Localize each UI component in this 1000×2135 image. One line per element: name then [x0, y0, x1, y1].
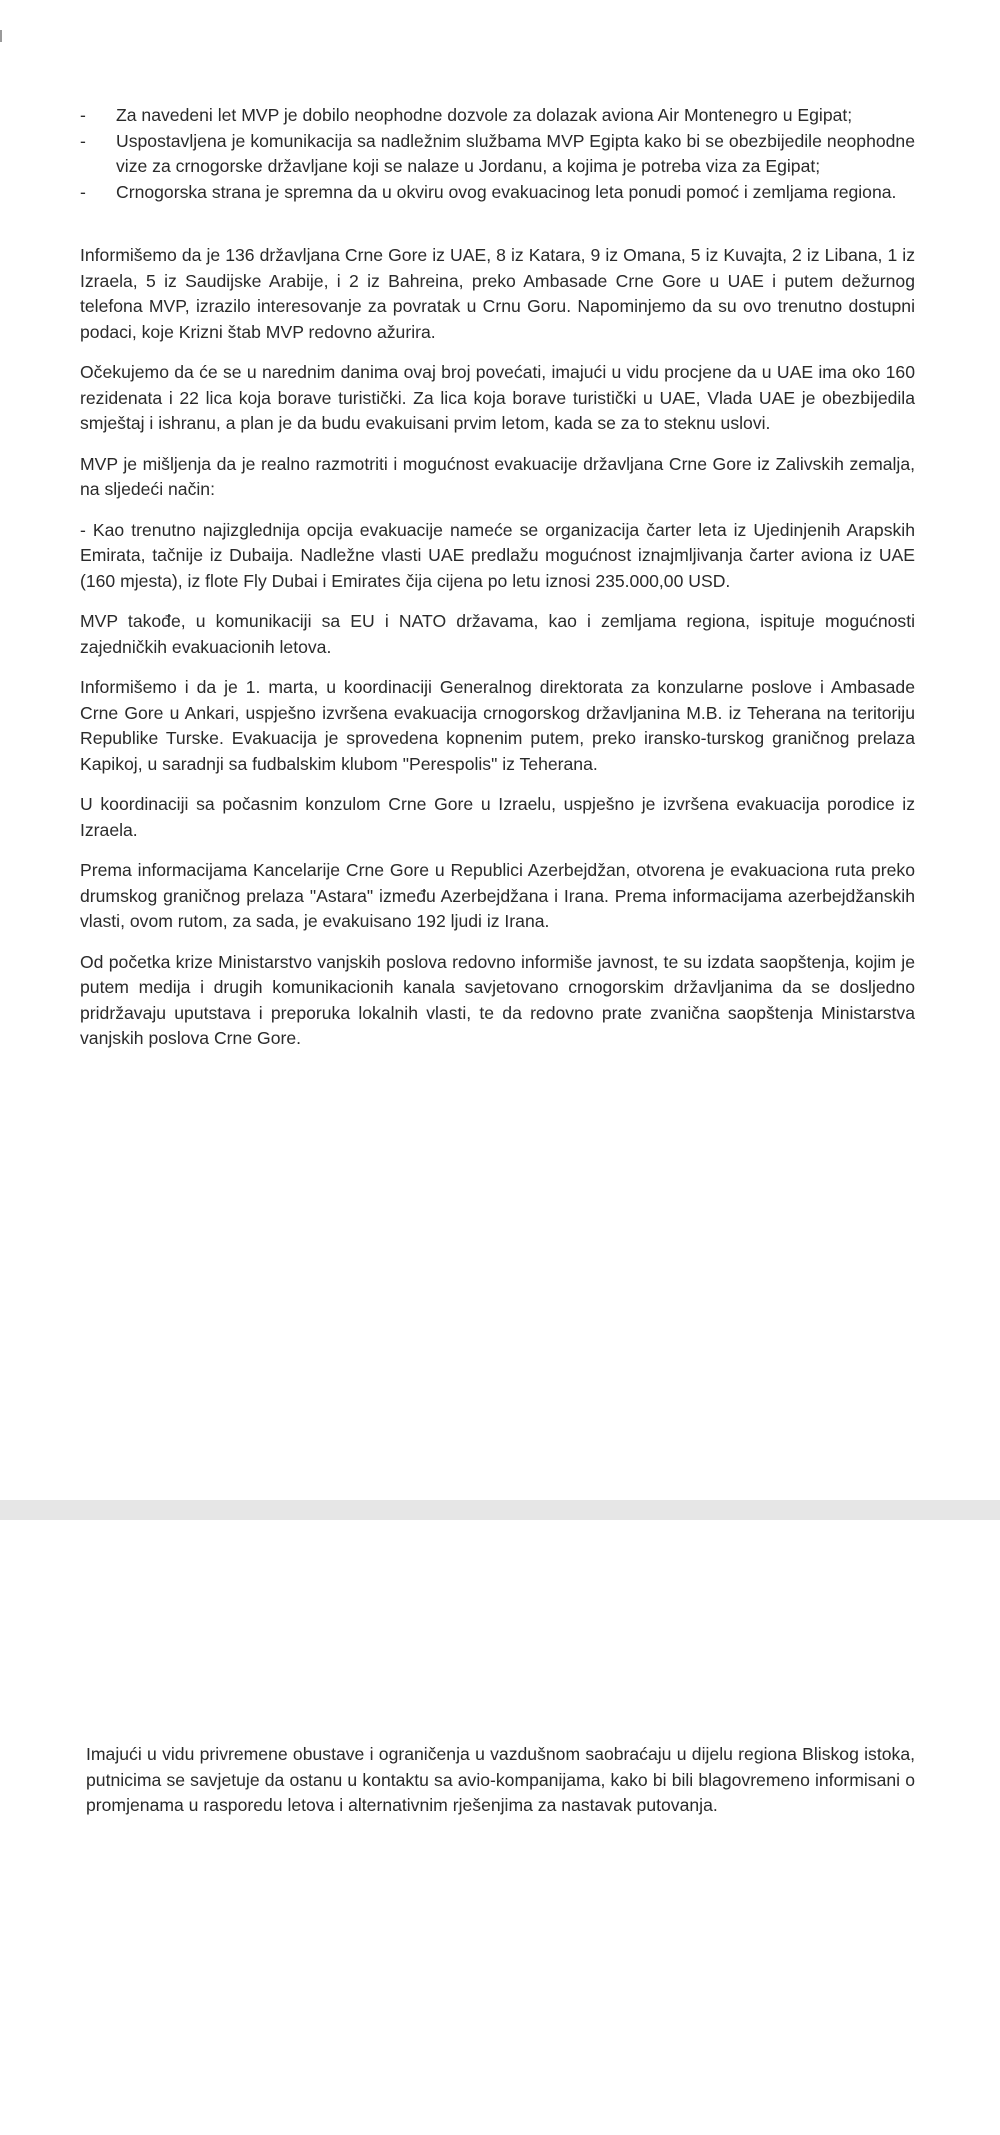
paragraph-charter-option: - Kao trenutno najizglednija opcija evakuacije nameće se organizacija čarter leta iz Ujedinjenih Arapskih Emirata, tačnije iz Dubaija. Nadležne vlasti UAE predlažu mogućnost iznajmljivanja čarter aviona iz UAE (160 mjesta), iz flote Fly Dubai i Emirates čija cijena po letu iznosi 235.000,00 USD. [80, 519, 915, 591]
paragraph-interest-count: Informišemo da je 136 državljana Crne Gore iz UAE, 8 iz Katara, 9 iz Omana, 5 iz Kuvajta, 2 iz Libana, 1 iz Izraela, 5 iz Saudijske Arabije, i 2 iz Bahreina, preko Ambasade Crne Gore u UAE i putem dežurnog telefona MVP, izrazilo interesovanje za povratak u Crnu Goru. Napominjemo da su ovo trenutno dostupni podaci, koje Krizni štab MVP redovno ažurira. [80, 245, 915, 342]
page-corner-mark [0, 30, 6, 42]
bullet-item [80, 180, 915, 206]
bullet-text: Crnogorska strana je spremna da u okviru ovog evakuacinog leta ponudi pomoć i zemljama regiona. [116, 181, 897, 202]
paragraph-expected-increase: Očekujemo da će se u narednim danima ovaj broj povećati, imajući u vidu procjene da u UAE ima oko 160 rezidenata i 22 lica koja borave turistički. Za lica koja borave turistički u UAE, Vlada UAE je obezbijedila smještaj i ishranu, a plan je da budu evakuisani prvim letom, kada se za to steknu uslovi. [80, 362, 915, 433]
page-1-text-body [80, 103, 915, 1052]
bullet-dash: - [80, 105, 86, 125]
bullet-text: Uspostavljena je komunikacija sa nadležnim službama MVP Egipta kako bi se obezbijedile neophodne vize za crnogorske državljane koji se nalaze u Jordanu, a kojima je potreba viza za Egipat; [116, 130, 915, 176]
bullet-dash: - [80, 130, 86, 151]
bullet-dash: - [80, 181, 86, 202]
bullet-item [80, 129, 915, 180]
paragraph-azerbaijan-route: Prema informacijama Kancelarije Crne Gore u Republici Azerbejdžan, otvorena je evakuaciona ruta preko drumskog graničnog prelaza "Astara" između Azerbejdžana i Irana. Prema informacijama azerbejdžanskih vlasti, ovom rutom, za sada, je evakuisano 192 ljudi iz Irana. [80, 860, 915, 931]
bullet-text: Za navedeni let MVP je dobilo neophodne dozvole za dolazak aviona Air Montenegro u Egipat; [116, 105, 853, 125]
paragraph-gulf-evacuation: MVP je mišljenja da je realno razmotriti i mogućnost evakuacije državljana Crne Gore iz Zalivskih zemalja, na sljedeći način: [80, 453, 915, 499]
paragraph-public-information: Od početka krize Ministarstvo vanjskih poslova redovno informiše javnost, te su izdata saopštenja, kojim je putem medija i drugih komunikacionih kanala savjetovano crnogorskim državljanima da se dosljedno pridržavaju uputstava i preporuka lokalnih vlasti, te da redovno prate zvanična saopštenja Ministarstva vanjskih poslova Crne Gore. [80, 951, 915, 1048]
page-separator [0, 1500, 1000, 1520]
paragraph-joint-flights: MVP takođe, u komunikaciji sa EU i NATO državama, kao i zemljama regiona, ispituje mogućnosti zajedničkih evakuacionih letova. [80, 611, 915, 657]
document-page-2 [0, 1520, 1000, 2135]
paragraph-tehran-evacuation: Informišemo i da je 1. marta, u koordinaciji Generalnog direktorata za konzularne poslove i Ambasade Crne Gore u Ankari, uspješno izvršena evakuacija crnogorskog državljanina M.B. iz Teherana na teritoriju Republike Turske. Evakuacija je sprovedena kopnenim putem, preko iransko-turskog graničnog prelaza Kapikoj, u saradnji sa fudbalskim klubom "Perespolis" iz Teherana. [80, 677, 915, 774]
bullet-list [80, 103, 915, 205]
paragraph-israel-evacuation: U koordinaciji sa počasnim konzulom Crne Gore u Izraelu, uspješno je izvršena evakuacija porodice iz Izraela. [80, 794, 915, 840]
bullet-item [80, 103, 915, 129]
paragraph-travel-advice: Imajući u vidu privremene obustave i ograničenja u vazdušnom saobraćaju u dijelu regiona Bliskog istoka, putnicima se savjetuje da ostanu u kontaktu sa avio-kompanijama, kako bi bili blagovremeno informisani o promjenama u rasporedu letova i alternativnim rješenjima za nastavak putovanja. [86, 1744, 915, 1815]
page-2-text-body [86, 1742, 915, 1819]
